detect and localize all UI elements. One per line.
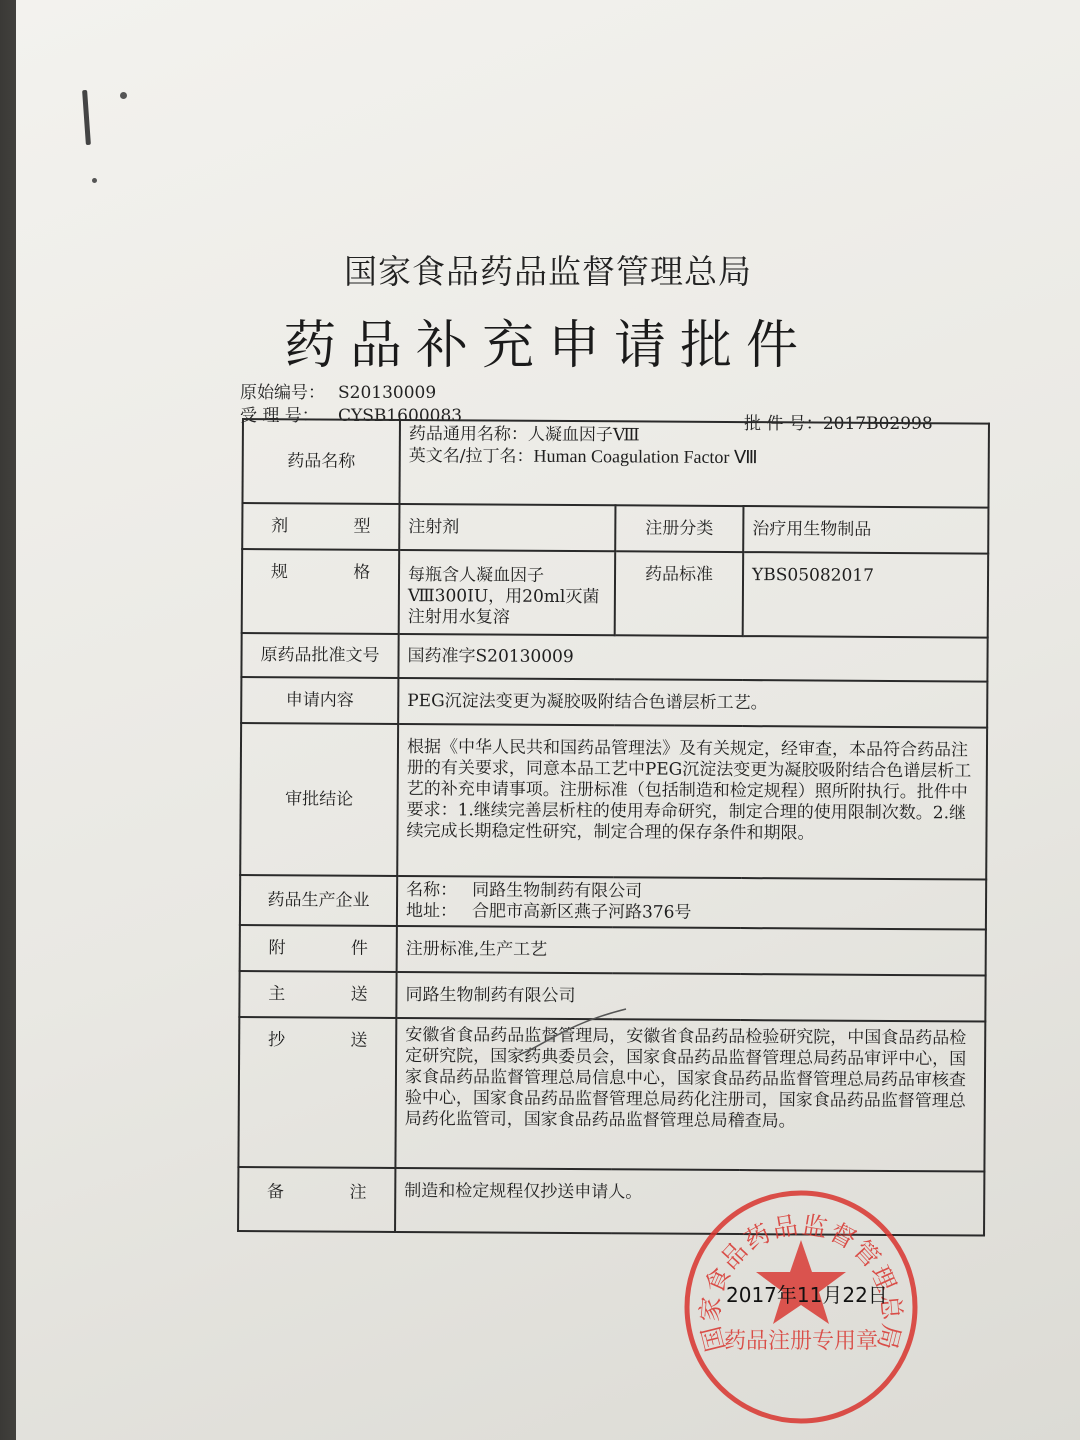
approval-conclusion-label: 审批结论 (240, 723, 398, 876)
punch-hole (92, 178, 97, 183)
specification-value: 每瓶含人凝血因子Ⅷ300IU，用20ml灭菌注射用水复溶 (399, 550, 616, 635)
manufacturer-name-value: 同路生物制药有限公司 (472, 880, 643, 902)
english-name-value: Human Coagulation Factor Ⅷ (533, 445, 758, 468)
approval-number-label: 批 件 号： (744, 414, 823, 434)
manufacturer-label: 药品生产企业 (240, 875, 397, 926)
approval-document (16, 0, 1080, 1440)
table-row (242, 503, 988, 554)
acceptance-number-label: 受 理 号： (240, 406, 319, 426)
main-recipient-value: 同路生物制药有限公司 (396, 972, 985, 1022)
remarks-value: 制造和检定规程仅抄送申请人。 (395, 1168, 984, 1236)
table-row (242, 549, 989, 638)
seal-ring-text: 国家食品药品监督管理总局 (695, 1210, 907, 1355)
table-row (241, 633, 987, 682)
drug-standard-label: 药品标准 (615, 551, 744, 636)
main-recipient-label: 主 送 (239, 971, 396, 1018)
punch-hole (120, 92, 127, 99)
application-content-label: 申请内容 (241, 677, 398, 724)
registration-category-value: 治疗用生物制品 (743, 506, 988, 553)
dosage-form-label: 剂 型 (242, 503, 399, 550)
drug-name-label: 药品名称 (242, 419, 400, 504)
english-name-label: 英文名/拉丁名： (408, 446, 534, 467)
table-row (240, 723, 987, 880)
approval-table (237, 418, 990, 1237)
manufacturer-address-label: 地址： (405, 901, 458, 922)
staple (82, 90, 91, 145)
attachment-label: 附 件 (240, 925, 397, 972)
acceptance-number-value: CYSB1600083 (338, 406, 463, 426)
specification-label: 规 格 (242, 549, 400, 634)
drug-standard-value: YBS05082017 (743, 552, 989, 637)
original-number-value: S20130009 (338, 383, 437, 403)
registration-category-label: 注册分类 (615, 505, 743, 552)
cc-label: 抄 送 (238, 1017, 396, 1168)
table-row (240, 925, 986, 976)
application-content-value: PEG沉淀法变更为凝胶吸附结合色谱层析工艺。 (398, 678, 987, 728)
manufacturer-address-value: 合肥市高新区燕子河路376号 (471, 901, 692, 923)
handwritten-stroke (516, 1004, 636, 1064)
approval-conclusion-value: 根据《中华人民共和国药品管理法》及有关规定，经审查，本品符合药品注册的有关要求，同意本品工艺中PEG沉淀法变更为凝胶吸附结合色谱层析工艺的补充申请事项。注册标准（包括制造和检定规程）照所附执行。批件中要求：1.继续完善层析柱的使用寿命研究，制定合理的使用限制次数。2.继续完成长期稳定性研究，制定合理的保存条件和期限。 (397, 724, 987, 880)
original-approval-value: 国药准字S20130009 (398, 634, 987, 682)
approval-number-value: 2017B02998 (822, 414, 933, 434)
drug-name-cell (399, 420, 989, 508)
issuing-authority: 国家食品药品监督管理总局 (344, 252, 752, 291)
original-number-label: 原始编号： (240, 383, 325, 403)
generic-name-label: 药品通用名称： (408, 424, 528, 445)
dosage-form-value: 注射剂 (399, 504, 615, 551)
attachment-value: 注册标准,生产工艺 (397, 926, 986, 976)
original-approval-label: 原药品批准文号 (241, 633, 398, 678)
seal-bottom-text: 药品注册专用章 (723, 1329, 879, 1354)
manufacturer-cell (397, 876, 986, 930)
remarks-label: 备 注 (238, 1167, 395, 1232)
table-row (242, 419, 989, 508)
cc-value: 安徽省食品药品监督管理局，安徽省食品药品检验研究院，中国食品药品检定研究院，国家药典委员会，国家食品药品监督管理总局药品审评中心，国家食品药品监督管理总局信息中心，国家食品药品监督管理总局药品审核查验中心，国家食品药品监督管理总局药化注册司，国家食品药品监督管理总局药化监管司，国家食品药品监督管理总局稽查局。 (395, 1018, 985, 1172)
table-row (240, 875, 986, 930)
generic-name-value: 人凝血因子Ⅷ (527, 424, 640, 446)
document-title: 药品补充申请批件 (283, 316, 812, 376)
table-row (241, 677, 987, 728)
manufacturer-name-label: 名称： (406, 880, 458, 901)
issue-date: 2017年11月22日 (726, 1283, 888, 1307)
original-number (240, 378, 436, 403)
